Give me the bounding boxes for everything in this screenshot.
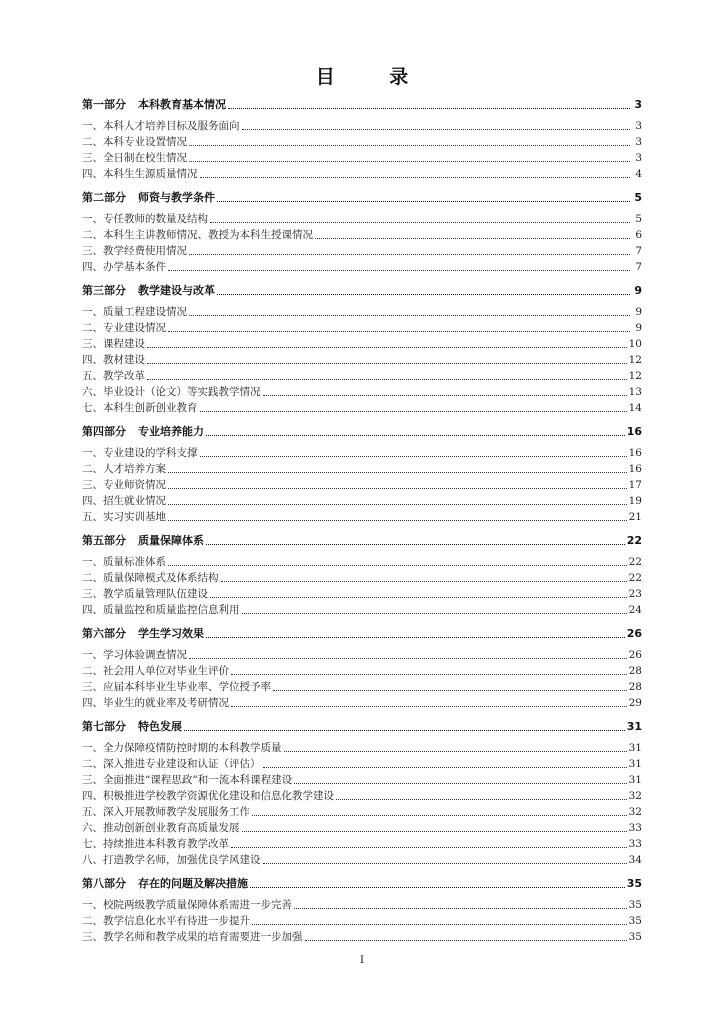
dot-leader <box>206 544 625 545</box>
toc-entry[interactable] <box>82 118 642 134</box>
entry-page-number: 5 <box>635 213 642 225</box>
toc-entry[interactable] <box>82 384 642 400</box>
entry-title: 四、本科生生源质量情况 <box>82 168 198 180</box>
entry-page-number: 35 <box>628 931 642 943</box>
part-page-number: 26 <box>626 627 642 640</box>
entry-page-number: 33 <box>628 838 642 850</box>
toc-entry[interactable] <box>82 647 642 663</box>
toc-entry[interactable] <box>82 679 642 695</box>
entry-title: 四、毕业生的就业率及考研情况 <box>82 697 229 709</box>
entry-title: 三、课程建设 <box>82 338 145 350</box>
toc-entry[interactable] <box>82 259 642 275</box>
entry-title: 八、打造教学名师，加强优良学风建设 <box>82 854 261 866</box>
dot-leader <box>168 520 627 521</box>
entry-title: 一、质量标准体系 <box>82 556 166 568</box>
toc-entry[interactable] <box>82 836 642 852</box>
entry-title: 三、全日制在校生情况 <box>82 152 187 164</box>
toc-part-heading[interactable] <box>82 625 642 643</box>
dot-leader <box>210 597 627 598</box>
part-page-number: 3 <box>634 98 642 111</box>
dot-leader <box>231 674 627 675</box>
toc-section <box>82 718 642 868</box>
toc-entry[interactable] <box>82 509 642 525</box>
toc-section <box>82 532 642 618</box>
toc-section <box>82 625 642 711</box>
toc-entry[interactable] <box>82 368 642 384</box>
dot-leader <box>168 488 627 489</box>
toc-section <box>82 96 642 182</box>
entry-title: 六、推动创新创业教育高质量发展 <box>82 822 240 834</box>
dot-leader <box>147 363 627 364</box>
dot-leader <box>147 379 627 380</box>
dot-leader <box>221 581 627 582</box>
entry-title: 二、本科专业设置情况 <box>82 136 187 148</box>
toc-entry[interactable] <box>82 336 642 352</box>
toc-entry[interactable] <box>82 586 642 602</box>
dot-leader <box>189 315 630 316</box>
dot-leader <box>231 706 627 707</box>
part-name: 学生学习效果 <box>138 627 204 640</box>
entry-title: 四、招生就业情况 <box>82 495 166 507</box>
dot-leader <box>242 129 631 130</box>
toc-part-heading[interactable] <box>82 423 642 441</box>
dot-leader <box>168 565 627 566</box>
dot-leader <box>200 411 627 412</box>
entry-page-number: 17 <box>628 479 642 491</box>
toc-part-heading[interactable] <box>82 718 642 736</box>
table-of-contents <box>82 96 642 952</box>
entry-page-number: 7 <box>635 261 642 273</box>
part-name: 特色发展 <box>138 720 182 733</box>
entry-page-number: 22 <box>628 556 642 568</box>
entry-page-number: 9 <box>635 306 642 318</box>
toc-entry[interactable] <box>82 602 642 618</box>
part-page-number: 9 <box>634 284 642 297</box>
part-label: 第六部分 <box>82 627 126 640</box>
toc-part-heading[interactable] <box>82 189 642 207</box>
part-label: 第八部分 <box>82 877 126 890</box>
part-label: 第五部分 <box>82 534 126 547</box>
toc-entry[interactable] <box>82 913 642 929</box>
part-name: 质量保障体系 <box>138 534 204 547</box>
toc-entry[interactable] <box>82 320 642 336</box>
entry-title: 七、持续推进本科教育教学改革 <box>82 838 229 850</box>
part-page-number: 31 <box>626 720 642 733</box>
entry-title: 七、本科生创新创业教育 <box>82 402 198 414</box>
dot-leader <box>217 201 630 202</box>
part-name: 本科教育基本情况 <box>138 98 226 111</box>
part-label: 第二部分 <box>82 191 126 204</box>
entry-title: 四、积极推进学校教学资源优化建设和信息化教学建设 <box>82 790 334 802</box>
entry-title: 二、专业建设情况 <box>82 322 166 334</box>
entry-page-number: 10 <box>628 338 642 350</box>
dot-leader <box>189 254 630 255</box>
page-title: 目 录 <box>315 66 433 88</box>
dot-leader <box>206 637 625 638</box>
dot-leader <box>189 658 627 659</box>
entry-title: 三、专业师资情况 <box>82 479 166 491</box>
entry-page-number: 26 <box>628 649 642 661</box>
dot-leader <box>250 887 625 888</box>
entry-page-number: 19 <box>628 495 642 507</box>
entry-title: 三、应届本科毕业生毕业率、学位授予率 <box>82 681 271 693</box>
part-page-number: 22 <box>626 534 642 547</box>
entry-page-number: 32 <box>628 790 642 802</box>
dot-leader <box>305 940 627 941</box>
entry-page-number: 24 <box>628 604 642 616</box>
toc-part-heading[interactable] <box>82 96 642 114</box>
toc-part-heading[interactable] <box>82 532 642 550</box>
toc-section <box>82 189 642 275</box>
entry-page-number: 31 <box>628 758 642 770</box>
toc-entry[interactable] <box>82 663 642 679</box>
part-page-number: 35 <box>626 877 642 890</box>
entry-title: 三、教学经费使用情况 <box>82 245 187 257</box>
dot-leader <box>147 347 627 348</box>
part-name: 师资与教学条件 <box>138 191 215 204</box>
page-number: I <box>360 955 364 966</box>
dot-leader <box>189 161 630 162</box>
entry-page-number: 31 <box>628 742 642 754</box>
entry-title: 一、本科人才培养目标及服务面向 <box>82 120 240 132</box>
toc-entry[interactable] <box>82 929 642 945</box>
entry-title: 二、质量保障模式及体系结构 <box>82 572 219 584</box>
entry-title: 四、办学基本条件 <box>82 261 166 273</box>
toc-part-heading[interactable] <box>82 282 642 300</box>
part-label: 第七部分 <box>82 720 126 733</box>
toc-entry[interactable] <box>82 554 642 570</box>
entry-page-number: 3 <box>635 152 642 164</box>
part-name: 教学建设与改革 <box>138 284 215 297</box>
entry-page-number: 7 <box>635 245 642 257</box>
dot-leader <box>206 435 625 436</box>
entry-title: 二、社会用人单位对毕业生评价 <box>82 665 229 677</box>
toc-entry[interactable] <box>82 227 642 243</box>
dot-leader <box>168 472 627 473</box>
entry-title: 一、质量工程建设情况 <box>82 306 187 318</box>
toc-entry[interactable] <box>82 352 642 368</box>
entry-page-number: 31 <box>628 774 642 786</box>
dot-leader <box>231 847 627 848</box>
dot-leader <box>315 238 630 239</box>
toc-entry[interactable] <box>82 150 642 166</box>
toc-entry[interactable] <box>82 477 642 493</box>
entry-page-number: 13 <box>628 386 642 398</box>
part-label: 第四部分 <box>82 425 126 438</box>
toc-entry[interactable] <box>82 400 642 416</box>
dot-leader <box>336 799 627 800</box>
entry-page-number: 6 <box>635 229 642 241</box>
entry-page-number: 21 <box>628 511 642 523</box>
toc-entry[interactable] <box>82 804 642 820</box>
entry-title: 二、深入推进专业建设和认证（评估） <box>82 758 261 770</box>
entry-page-number: 29 <box>628 697 642 709</box>
entry-page-number: 23 <box>628 588 642 600</box>
dot-leader <box>200 456 627 457</box>
entry-title: 四、质量监控和质量监控信息利用 <box>82 604 240 616</box>
dot-leader <box>294 783 626 784</box>
dot-leader <box>242 613 627 614</box>
toc-entry[interactable] <box>82 304 642 320</box>
dot-leader <box>263 395 627 396</box>
toc-part-heading[interactable] <box>82 875 642 893</box>
toc-entry[interactable] <box>82 695 642 711</box>
toc-entry[interactable] <box>82 772 642 788</box>
toc-entry[interactable] <box>82 740 642 756</box>
toc-entry[interactable] <box>82 788 642 804</box>
entry-page-number: 16 <box>628 463 642 475</box>
dot-leader <box>263 767 627 768</box>
dot-leader <box>210 222 630 223</box>
dot-leader <box>168 270 630 271</box>
toc-section <box>82 282 642 416</box>
part-page-number: 5 <box>634 191 642 204</box>
entry-title: 四、教材建设 <box>82 354 145 366</box>
toc-entry[interactable] <box>82 445 642 461</box>
dot-leader <box>189 145 630 146</box>
dot-leader <box>168 504 627 505</box>
entry-page-number: 9 <box>635 322 642 334</box>
entry-title: 三、教学质量管理队伍建设 <box>82 588 208 600</box>
entry-page-number: 35 <box>628 899 642 911</box>
toc-entry[interactable] <box>82 493 642 509</box>
entry-page-number: 33 <box>628 822 642 834</box>
dot-leader <box>252 815 627 816</box>
entry-page-number: 4 <box>635 168 642 180</box>
entry-title: 三、全面推进“课程思政”和一流本科课程建设 <box>82 774 293 786</box>
toc-entry[interactable] <box>82 570 642 586</box>
dot-leader <box>294 908 627 909</box>
dot-leader <box>252 924 627 925</box>
entry-page-number: 16 <box>628 447 642 459</box>
part-label: 第三部分 <box>82 284 126 297</box>
dot-leader <box>228 108 630 109</box>
toc-entry[interactable] <box>82 134 642 150</box>
toc-entry[interactable] <box>82 852 642 868</box>
part-page-number: 16 <box>626 425 642 438</box>
entry-page-number: 12 <box>628 370 642 382</box>
toc-entry[interactable] <box>82 166 642 182</box>
entry-title: 一、专任教师的数量及结构 <box>82 213 208 225</box>
entry-page-number: 35 <box>628 915 642 927</box>
dot-leader <box>184 730 625 731</box>
toc-entry[interactable] <box>82 211 642 227</box>
dot-leader <box>242 831 627 832</box>
entry-page-number: 3 <box>635 136 642 148</box>
part-label: 第一部分 <box>82 98 126 111</box>
entry-page-number: 34 <box>628 854 642 866</box>
part-name: 存在的问题及解决措施 <box>138 877 248 890</box>
toc-entry[interactable] <box>82 243 642 259</box>
entry-page-number: 3 <box>635 120 642 132</box>
entry-title: 一、全力保障疫情防控时期的本科教学质量 <box>82 742 282 754</box>
dot-leader <box>200 177 631 178</box>
entry-page-number: 14 <box>628 402 642 414</box>
toc-section <box>82 423 642 525</box>
toc-entry[interactable] <box>82 461 642 477</box>
entry-page-number: 22 <box>628 572 642 584</box>
entry-title: 一、专业建设的学科支撑 <box>82 447 198 459</box>
dot-leader <box>217 294 630 295</box>
entry-page-number: 28 <box>628 681 642 693</box>
toc-entry[interactable] <box>82 897 642 913</box>
entry-page-number: 28 <box>628 665 642 677</box>
toc-entry[interactable] <box>82 756 642 772</box>
entry-title: 一、学习体验调查情况 <box>82 649 187 661</box>
entry-title: 五、深入开展教师教学发展服务工作 <box>82 806 250 818</box>
dot-leader <box>273 690 627 691</box>
toc-entry[interactable] <box>82 820 642 836</box>
part-name: 专业培养能力 <box>138 425 204 438</box>
toc-section <box>82 875 642 945</box>
entry-title: 五、教学改革 <box>82 370 145 382</box>
entry-title: 二、人才培养方案 <box>82 463 166 475</box>
entry-page-number: 12 <box>628 354 642 366</box>
dot-leader <box>263 863 627 864</box>
entry-page-number: 32 <box>628 806 642 818</box>
entry-title: 三、教学名师和教学成果的培育需要进一步加强 <box>82 931 303 943</box>
dot-leader <box>284 751 627 752</box>
entry-title: 五、实习实训基地 <box>82 511 166 523</box>
entry-title: 一、校院两级教学质量保障体系需进一步完善 <box>82 899 292 911</box>
entry-title: 二、本科生主讲教师情况、教授为本科生授课情况 <box>82 229 313 241</box>
dot-leader <box>168 331 630 332</box>
entry-title: 二、教学信息化水平有待进一步提升 <box>82 915 250 927</box>
entry-title: 六、毕业设计（论文）等实践教学情况 <box>82 386 261 398</box>
